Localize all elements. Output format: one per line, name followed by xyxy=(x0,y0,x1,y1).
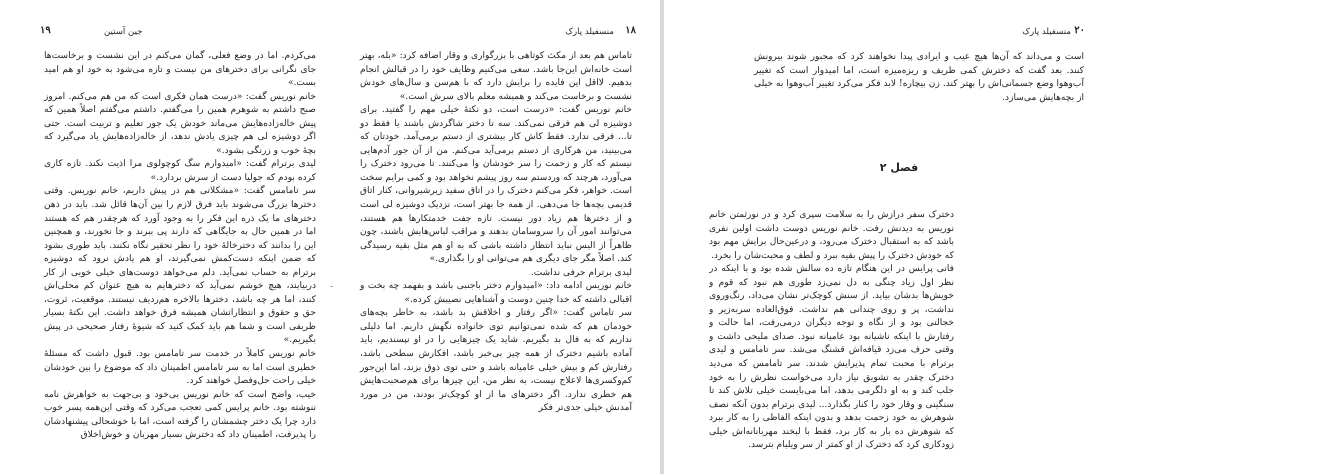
chapter-heading: فصل ۲ xyxy=(879,161,919,174)
paragraph: می‌کردم. اما در وضع فعلی، گمان می‌کنم در این نشست و برخاست‌ها جای نگرانی برای دخترهای من نیست و تازه می‌شود به خود او هم امید بست.» xyxy=(44,51,316,89)
page-number: ۱۹ xyxy=(40,25,51,36)
running-title: منسفیلد پارک xyxy=(565,27,614,37)
paragraph: خانم نوریس گفت: «درست همان فکری است که من هم می‌کنم. امروز صبح داشتم به شوهرم همین را می‌گفتم. داشتم می‌گفتم اصلاً همین که پیش خاله‌زاده‌هایش می‌ماند خودش یک جور تعلیم و تربیت است. حتی اگر دوشیزه لی هم چیزی یادش ندهد، از خاله‌زاده‌هایش یاد می‌گیرد که بچهٔ خوب و زرنگی بشود.» xyxy=(44,91,316,156)
paragraph: لیدی برترام گفت: «امیدوارم سگ کوچولوی مرا اذیت نکند. تازه کاری کرده بودم که جولیا دست از سرش بردارد.» xyxy=(44,159,316,183)
body-text xyxy=(709,209,954,453)
paragraph: دخترک سفر درازش را به سلامت سپری کرد و در نورثمتن خانم نوریس به دیدنش رفت. خانم نوریس دوست داشت اولین نفری باشد که به استقبال دخترک می‌رود، و درعین‌حال برایش مهم بود که خودش دخترک را پیش بقیه ببرد و لطف و محبت‌شان را بخرد. xyxy=(709,210,954,261)
book-spread xyxy=(0,0,660,474)
page-header xyxy=(358,27,636,41)
paragraph: خانم نوریس ادامه داد: «امیدوارم دختر باجنبی باشد و بفهمد چه بخت و اقبالی داشته که خدا چنین دوست و آشناهایی نصیبش کرده.» xyxy=(360,281,632,305)
page-header xyxy=(709,27,1085,41)
running-title: جین آستین xyxy=(104,27,143,37)
body-text xyxy=(360,50,632,416)
page-20 xyxy=(709,0,1085,474)
page-number: ۱۸ xyxy=(625,25,636,36)
paragraph: خانم نوریس گفت: «درست است، دو نکتهٔ خیلی مهم را گفتید. برای دوشیزه لی هم فرقی نمی‌کند. سه تا دختر شاگردش باشند یا فقط دو تا... فرقی ندارد. فقط کاش کار بیشتری از دستم برمی‌آمد. خودتان که می‌بینید، من هرکاری از دستم برمی‌آید می‌کنم. من از آن جور آدم‌هایی نیستم که کار و زحمت را سر خودشان وا می‌کنند. تا می‌رود دخترک را می‌آورد، هرچند که وردستم سه روز پیشم نخواهد بود و کمی برایم سخت است. خواهر، فکر می‌کنم دخترک را در اتاق سفید زیرشیروانی، کنار اتاق قدیمی بچه‌ها جا می‌دهی. از همه جا بهتر است، نزدیک دوشیزه لی است و از دخترها هم زیاد دور نیست. تازه جفت خدمتکارها هم هستند، می‌توانند امور آن را سروسامان بدهند و مراقب لباس‌هایش باشند، چون ظاهراً از الیس نباید انتظار داشته باشی که به او هم مثل بقیه رسیدگی کند. اصلاً مگر جای دیگری هم می‌توانی او را بگذاری.» xyxy=(360,105,632,265)
single-page xyxy=(664,0,1340,474)
page-number: ۲۰ xyxy=(1074,25,1085,36)
page-19 xyxy=(40,0,318,474)
paragraph: لیدی برترام حرفی نداشت. xyxy=(530,267,632,278)
paragraph: فانی پرایس در این هنگام تازه ده سالش شده بود و با اینکه در نظر اول زیاد چنگی به دل نمی‌زد طوری هم نبود که قوم و خویش‌ها بدشان بیاید. از سنش کوچک‌تر نشان می‌داد، رنگ‌وروی نداشت، پر و روی چندانی هم نداشت. فوق‌العاده سربه‌زیر و خجالتی بود و از نگاه و توجه دیگران درمی‌رفت، اما حالت و رفتارش با اینکه ناشیانه بود عامیانه نبود. صدای ملیحی داشت و وقتی حرف می‌زد قیافه‌اش قشنگ می‌شد. سر تامامس و لیدی برترام با محبت تمام پذیرایش شدند. سر تامامس که می‌دید دخترک چقدر به تشویق نیاز دارد می‌خواست نظرش را به خود جلب کند و به او دلگرمی بدهد، اما می‌بایست خیلی تلاش کند تا سنگینی و وقار خود را کنار بگذارد... لیدی برترام بدون آنکه نصف شوهرش به خود زحمت بدهد و بدون اینکه الفاظی را به کار ببرد که شوهرش ده بار به کار برد، فقط با لبخند مهربانانه‌اش خیلی زودکاری کرد که دخترک از او کمتر از سر ویلیام بترسد. xyxy=(709,264,954,451)
page-header xyxy=(40,27,318,41)
page-18 xyxy=(358,0,636,474)
paragraph: سر تاماس گفت: «اگر رفتار و اخلاقش بد باشد، به خاطر بچه‌های خودمان هم که شده نمی‌توانیم توی خانواده نگهش داریم. اما دلیلی نداریم که به فال بد بگیریم. شاید یک چیزهایی را در او نپسندیم، باید آماده باشیم دخترک از همه چیز بی‌خبر باشد، افکارش سطحی باشد، رفتارش کم و بیش خیلی عامیانه باشد و حتی توی ذوق بزند، اما این‌جور کم‌وکسری‌ها لاعلاج نیست، به نظر من، این چیزها برای هم‌صحبت‌هایش هم خطری ندارد. اگر دخترهای ما از او کوچک‌تر بودند، من در مورد آمدنش خیلی جدی‌تر فکر xyxy=(360,308,632,414)
paragraph: است و می‌داند که آن‌ها هیچ عیب و ایرادی پیدا نخواهند کرد که مجبور شوند بیرونش کنند. بعد گفت که دخترش کمی ظریف و ریزه‌میزه است، اما امیدوار است که تغییر آب‌وهوا وضع جسمانی‌اش را بهتر کند. زن بیچاره! لابد فکر می‌کرد تغییر آب‌وهوا به خیلی از بچه‌هایش می‌سازد. xyxy=(754,52,1084,103)
intro-text xyxy=(754,51,1084,105)
gutter-mark xyxy=(330,286,333,287)
paragraph: خیب، واضح است که خانم نوریس بی‌خود و بی‌جهت به خواهرش نامه ننوشته بود. خانم پرایس کمی تعجب می‌کرد که وقتی این‌همه پسر خوب دارد چرا یک دختر چشمشان را گرفته است، اما با خوشحالی پیشنهادشان را پذیرفت، اطمینان داد که دخترش بسیار مهربان و خوش‌اخلاق xyxy=(44,389,316,441)
body-text xyxy=(44,50,316,443)
running-title: منسفیلد پارک xyxy=(1022,27,1071,37)
paragraph: تاماس هم بعد از مکث کوتاهی با بزرگواری و وقار اضافه کرد: «بله، بهتر است خانه‌اش این‌جا باشد. سعی می‌کنیم وظایف خود را در قبالش انجام بدهیم. لااقل این فایده را برایش دارد که با هم‌سن و سال‌های خودش نشست و برخاست می‌کند و همیشه معلم بالای سرش است.» xyxy=(360,51,632,102)
paragraph: سر تامامس گفت: «مشکلاتی هم در پیش داریم، خانم نوریس. وقتی دخترها بزرگ می‌شوند باید فرق لازم را بین آن‌ها قائل شد. باید در ذهن دخترهای ما یک ذره این فکر را به وجود آورد که هرچقدر هم که هستند اما در همین حال به جایگاهی که دارند پی ببرند و جا نخورند، و همچنین این را بدانند که دخترخالهٔ خود را نظر تحقیر نگاه نکنند. باید طوری بشود که ضمن اینکه دست‌کمش نمی‌گیرند، او هم یادش نرود که دوشیزه برترام به حساب نمی‌آید. دلم می‌خواهد دوست‌های خیلی خوبی از کار دربیایند، هیچ خوشم نمی‌آید که دخترهایم به هیچ عنوان کم محلی‌اش کنند، اما هر چه باشد، دخترها بالاخره هم‌ردیف نیستند. موقعیت، ثروت، حق و حقوق و انتظاراتشان همیشه فرق خواهد داشت. این نکتهٔ بسیار ظریفی است و شما هم باید کمک کنید که شیوهٔ رفتار صحیحی در پیش بگیریم.» xyxy=(44,186,316,346)
paragraph: خانم نوریس کاملاً در خدمت سر تامامس بود. قبول داشت که مسئلهٔ خطیری است اما به سر تامامس اطمینان داد که موضوع را بین خودشان خیلی راحت حل‌وفصل خواهند کرد. xyxy=(44,349,316,387)
